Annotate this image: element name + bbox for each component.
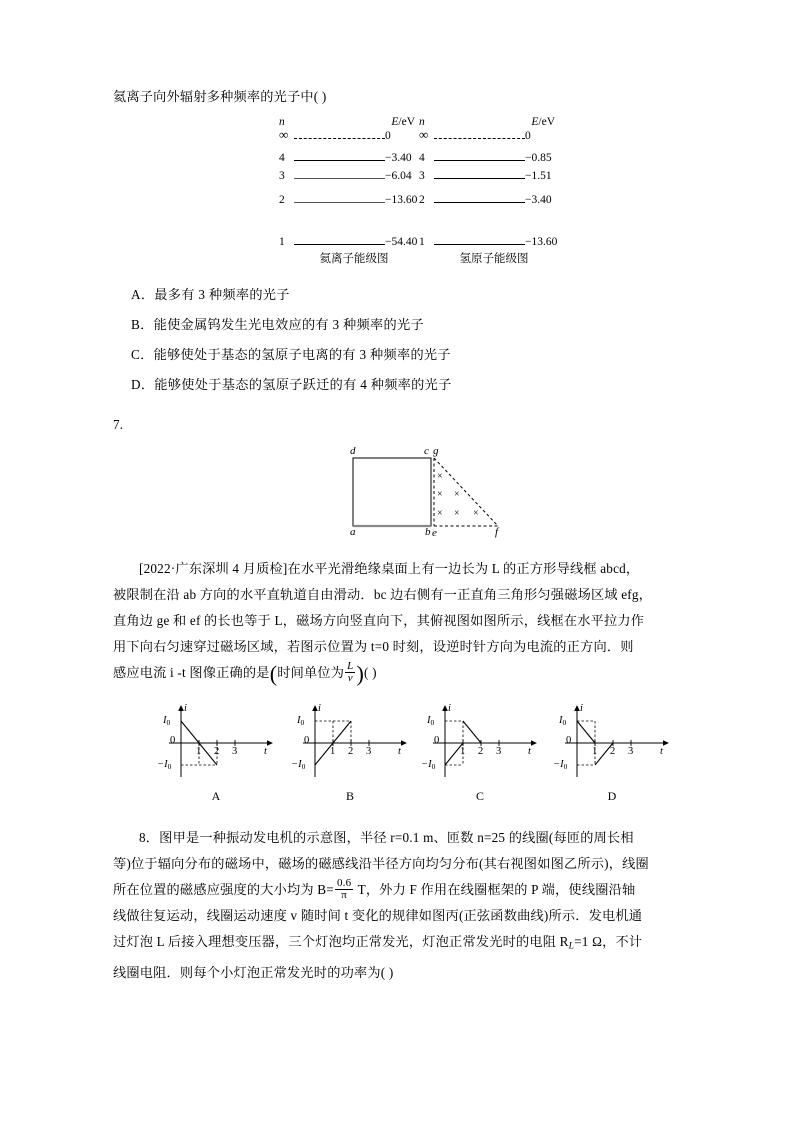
graph-b-ybottom: $-I_0$ bbox=[291, 759, 306, 772]
level-n-label: 1 bbox=[279, 236, 285, 248]
level-line bbox=[434, 178, 525, 179]
graph-c-tick-1: 1 bbox=[460, 746, 466, 757]
q7-body bbox=[113, 556, 685, 687]
level-energy-value: 0 bbox=[385, 130, 391, 142]
q6-options-list bbox=[113, 280, 685, 400]
vertex-label-g: g bbox=[433, 445, 439, 457]
helium-energy-diagram bbox=[279, 116, 429, 266]
graph-a-tick-1: 1 bbox=[196, 746, 202, 757]
level-line bbox=[294, 160, 385, 161]
open-paren-glyph: ( bbox=[269, 661, 278, 686]
close-paren-glyph: ) bbox=[356, 661, 365, 686]
q8-line-3 bbox=[113, 877, 685, 903]
q8-line-3-pre: 所在位置的磁感应强度的大小均为 B= bbox=[113, 882, 334, 897]
helium-level-2 bbox=[279, 196, 429, 208]
q8-line-1: 8．图甲是一种振动发电机的示意图，半径 r=0.1 m、匝数 n=25 的线圈(每匝的周长相 bbox=[139, 830, 634, 845]
level-n-label: 3 bbox=[419, 170, 425, 182]
level-energy-value: −1.51 bbox=[525, 170, 552, 182]
helium-level-3 bbox=[279, 172, 429, 184]
level-energy-value: −6.04 bbox=[385, 170, 412, 182]
graph-d-tick-1: 1 bbox=[592, 746, 598, 757]
graph-a-ybottom: $-I_0$ bbox=[157, 759, 172, 772]
graph-d-ybottom: $-I_0$ bbox=[553, 759, 568, 772]
graph-option-b[interactable] bbox=[285, 701, 415, 809]
graph-c-label: C bbox=[475, 789, 484, 803]
vertex-label-b: b bbox=[425, 526, 431, 538]
vertex-label-f: f bbox=[495, 526, 499, 538]
level-n-label: 2 bbox=[279, 194, 285, 206]
graph-b-yzero: 0 bbox=[304, 735, 310, 746]
graph-a-tick-2: 2 bbox=[214, 746, 220, 757]
level-energy-value: −13.60 bbox=[525, 236, 558, 248]
q8-line-5 bbox=[113, 929, 685, 960]
level-energy-value: −3.40 bbox=[385, 152, 412, 164]
hydrogen-energy-diagram bbox=[419, 116, 569, 266]
level-line bbox=[294, 138, 385, 139]
graph-option-a[interactable] bbox=[151, 701, 281, 809]
field-into-page-icon: × bbox=[437, 489, 443, 500]
graph-c-axis-i: i bbox=[448, 703, 451, 714]
helium-axis-n-label: n bbox=[279, 116, 285, 128]
q8-line-6[interactable]: 线圈电阻．则每个小灯泡正常发光时的功率为( ) bbox=[113, 964, 394, 980]
hydrogen-axis-n-label: n bbox=[419, 116, 425, 128]
level-energy-value: −13.60 bbox=[385, 194, 418, 206]
graph-b-tick-3: 3 bbox=[366, 746, 372, 757]
field-into-page-icon: × bbox=[454, 508, 460, 519]
hydrogen-level-3 bbox=[419, 172, 569, 184]
level-line bbox=[434, 160, 525, 161]
graph-option-d[interactable] bbox=[547, 701, 677, 809]
time-unit-fraction: $\frac{L}{v}$ bbox=[347, 659, 354, 685]
graph-a-label: A bbox=[211, 789, 221, 803]
graph-c-ybottom: $-I_0$ bbox=[421, 759, 436, 772]
q6-stem-tail: 氦离子向外辐射多种频率的光子中( ) bbox=[113, 89, 327, 104]
vertex-label-e: e bbox=[432, 527, 437, 539]
loop-figure-canvas bbox=[335, 444, 515, 544]
q7-line-2: 被限制在沿 ab 方向的水平直轨道自由滑动．bc 边右侧有一正直角三角形匀强磁场区域 efg， bbox=[113, 587, 653, 602]
level-energy-value: −3.40 bbox=[525, 194, 552, 206]
level-n-label: 3 bbox=[279, 170, 285, 182]
level-n-label: 2 bbox=[419, 194, 425, 206]
q7-number: 7. bbox=[113, 417, 124, 432]
hydrogen-level-2 bbox=[419, 196, 569, 208]
level-line bbox=[434, 202, 525, 203]
q7-line-5-pre: 感应电流 i -t 图像正确的是 bbox=[113, 665, 270, 680]
graph-c-axis-t: t bbox=[528, 746, 531, 757]
hydrogen-level-infinity bbox=[419, 127, 569, 144]
graph-b-axis-i: i bbox=[318, 703, 321, 714]
level-n-label: 4 bbox=[419, 152, 425, 164]
q8-line-3-post: T，外力 F 作用在线圈框架的 P 端，使线圈沿轴 bbox=[354, 882, 636, 897]
helium-axis-energy-label: E/eV bbox=[391, 116, 415, 128]
document-content bbox=[113, 84, 685, 986]
level-n-label: 1 bbox=[419, 236, 425, 248]
vertex-label-c: c bbox=[424, 445, 429, 457]
level-energy-value: 0 bbox=[525, 130, 531, 142]
q7-unit-prefix: 时间单位为 bbox=[277, 665, 345, 680]
graph-d-axis-i: i bbox=[580, 703, 583, 714]
level-n-label: 4 bbox=[279, 152, 285, 164]
graph-c-tick-3: 3 bbox=[496, 746, 502, 757]
level-n-label: ∞ bbox=[279, 127, 289, 142]
q6-option-b[interactable]: B．能使金属钨发生光电效应的有 3 种频率的光子 bbox=[131, 317, 424, 332]
level-line bbox=[294, 202, 385, 203]
graph-c-ytop: $I_0$ bbox=[427, 715, 435, 728]
q7-line-4: 用下向右匀速穿过磁场区域，若图示位置为 t=0 时刻，设逆时针方向为电流的正方向．则 bbox=[113, 639, 634, 654]
level-energy-value: −0.85 bbox=[525, 152, 552, 164]
graph-d-label: D bbox=[607, 789, 617, 803]
level-energy-value: −54.40 bbox=[385, 236, 418, 248]
graph-b-label: B bbox=[345, 789, 354, 803]
graph-a-ytop: $I_0$ bbox=[163, 715, 171, 728]
field-into-page-icon: × bbox=[473, 508, 479, 519]
q8-line-5-pre: 过灯泡 L 后接入理想变压器，三个灯泡均正常发光，灯泡正常发光时的电阻 R bbox=[113, 934, 569, 950]
graph-d-ytop: $I_0$ bbox=[559, 715, 567, 728]
graph-a-tick-3: 3 bbox=[232, 746, 238, 757]
graph-a-axis-t: t bbox=[264, 746, 267, 757]
q7-line-1: [2022·广东深圳 4 月质检]在水平光滑绝缘桌面上有一边长为 L 的正方形导线框 abcd， bbox=[139, 561, 640, 576]
graph-a-axis-i: i bbox=[184, 703, 187, 714]
graph-b-ytop: $I_0$ bbox=[297, 715, 305, 728]
graph-d-yzero: 0 bbox=[566, 735, 572, 746]
graph-b-tick-1: 1 bbox=[330, 746, 336, 757]
hydrogen-level-4 bbox=[419, 154, 569, 166]
magnetic-field-fraction: $\frac{0.6}{\pi}$ bbox=[336, 876, 352, 902]
it-graph-options-figure bbox=[113, 701, 685, 809]
level-line bbox=[294, 244, 385, 245]
graph-b-axis-t: t bbox=[398, 746, 401, 757]
graph-d-tick-3: 3 bbox=[628, 746, 634, 757]
graph-option-c[interactable] bbox=[415, 701, 545, 809]
loop-field-figure bbox=[113, 438, 685, 546]
hydrogen-diagram-caption: 氢原子能级图 bbox=[459, 251, 529, 265]
q6-option-d[interactable]: D．能够使处于基态的氢原子跃迁的有 4 种频率的光子 bbox=[131, 377, 452, 392]
q7-line-5 bbox=[113, 660, 685, 687]
helium-level-4 bbox=[279, 154, 429, 166]
field-into-page-icon: × bbox=[437, 471, 443, 482]
resistance-subscript: L bbox=[568, 941, 575, 952]
level-line bbox=[434, 138, 525, 139]
hydrogen-level-1 bbox=[419, 238, 569, 250]
field-into-page-icon: × bbox=[437, 508, 443, 519]
helium-level-1 bbox=[279, 238, 429, 250]
graph-c-yzero: 0 bbox=[434, 735, 440, 746]
graph-d-axis-t: t bbox=[660, 746, 663, 757]
vertex-label-d: d bbox=[350, 445, 356, 457]
q6-option-c[interactable]: C．能够使处于基态的氢原子电离的有 3 种频率的光子 bbox=[131, 347, 451, 362]
level-line bbox=[434, 244, 525, 245]
q8-body bbox=[113, 825, 685, 986]
graph-a-yzero: 0 bbox=[170, 735, 176, 746]
q6-option-a[interactable]: A．最多有 3 种频率的光子 bbox=[131, 287, 290, 302]
graph-d-tick-2: 2 bbox=[610, 746, 616, 757]
helium-diagram-caption: 氦离子能级图 bbox=[319, 251, 389, 265]
q8-line-5-post: =1 Ω，不计 bbox=[574, 934, 643, 950]
energy-level-figure bbox=[113, 116, 685, 272]
q8-line-2: 等)位于辐向分布的磁场中，磁场的磁感线沿半径方向均匀分布(其右视图如图乙所示)，线圈 bbox=[113, 856, 649, 871]
graph-b-tick-2: 2 bbox=[348, 746, 354, 757]
q7-answer-blank[interactable]: ( ) bbox=[364, 665, 377, 680]
vertex-label-a: a bbox=[350, 526, 356, 538]
level-line bbox=[294, 178, 385, 179]
q7-line-3: 直角边 ge 和 ef 的长也等于 L，磁场方向竖直向下，其俯视图如图所示，线框在水平拉力作 bbox=[113, 613, 645, 628]
q8-line-4: 线做往复运动，线圈运动速度 v 随时间 t 变化的规律如图丙(正弦函数曲线)所示．发电机通 bbox=[113, 908, 643, 924]
hydrogen-axis-energy-label: E/eV bbox=[531, 116, 555, 128]
graph-c-tick-2: 2 bbox=[478, 746, 484, 757]
field-into-page-icon: × bbox=[454, 489, 460, 500]
helium-level-infinity bbox=[279, 127, 429, 144]
level-n-label: ∞ bbox=[419, 127, 429, 142]
